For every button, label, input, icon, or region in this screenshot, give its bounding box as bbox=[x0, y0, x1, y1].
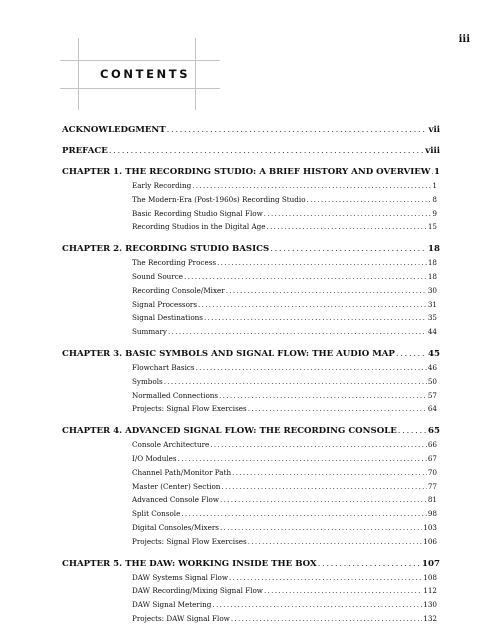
section-page: 1 bbox=[432, 181, 437, 190]
dot-leader bbox=[178, 452, 427, 466]
toc-section[interactable] bbox=[62, 466, 440, 480]
toc-section[interactable] bbox=[62, 284, 440, 298]
heading-rule-bottom bbox=[60, 88, 220, 89]
toc-section[interactable] bbox=[62, 584, 440, 598]
toc-chapter-2[interactable] bbox=[62, 242, 440, 256]
dot-leader bbox=[229, 571, 422, 585]
section-page: 15 bbox=[427, 222, 437, 232]
toc-section[interactable] bbox=[62, 507, 440, 521]
chapter-group-2 bbox=[62, 242, 440, 339]
dot-leader bbox=[270, 242, 427, 256]
dot-leader bbox=[264, 207, 432, 221]
toc-section[interactable] bbox=[62, 207, 440, 221]
toc-section[interactable] bbox=[62, 256, 440, 270]
dot-leader bbox=[231, 612, 422, 626]
chapter-group-3 bbox=[62, 347, 440, 416]
chapter-page: 107 bbox=[422, 558, 440, 569]
toc-section[interactable] bbox=[62, 452, 440, 466]
section-page: 112 bbox=[423, 586, 437, 596]
section-title: Projects: Signal Flow Exercises bbox=[132, 404, 247, 414]
toc-section[interactable] bbox=[62, 389, 440, 403]
section-title: Flowchart Basics bbox=[132, 362, 195, 372]
chapter-title: CHAPTER 2. RECORDING STUDIO BASICS bbox=[62, 244, 270, 255]
section-title: Normalled Connections bbox=[132, 390, 219, 400]
entry-title: PREFACE bbox=[62, 146, 108, 156]
section-page: 132 bbox=[423, 613, 437, 623]
section-page: 81 bbox=[427, 495, 437, 505]
contents-heading: CONTENTS bbox=[100, 67, 191, 81]
dot-leader bbox=[198, 298, 427, 312]
dot-leader bbox=[220, 493, 427, 507]
dot-leader bbox=[264, 584, 422, 598]
entry-page: viii bbox=[425, 146, 440, 156]
toc-section[interactable] bbox=[62, 480, 440, 494]
dot-leader bbox=[212, 598, 422, 612]
section-page: 44 bbox=[427, 327, 437, 337]
section-page: 18 bbox=[427, 271, 437, 281]
section-page: 67 bbox=[427, 453, 437, 463]
toc-chapter-5[interactable] bbox=[62, 557, 440, 571]
toc-section[interactable] bbox=[62, 438, 440, 452]
dot-leader bbox=[167, 123, 428, 137]
toc-section[interactable] bbox=[62, 521, 440, 535]
toc-chapter-1[interactable] bbox=[62, 165, 440, 179]
section-page: 8 bbox=[432, 194, 437, 204]
dot-leader bbox=[307, 193, 432, 207]
dot-leader bbox=[168, 325, 427, 339]
toc-section[interactable] bbox=[62, 612, 440, 626]
dot-leader bbox=[109, 144, 424, 158]
dot-leader bbox=[248, 402, 427, 416]
toc-section[interactable] bbox=[62, 193, 440, 207]
toc-section[interactable] bbox=[62, 298, 440, 312]
section-page: 70 bbox=[427, 467, 437, 477]
chapter-title: CHAPTER 3. BASIC SYMBOLS AND SIGNAL FLOW: THE AUDIO MAP bbox=[62, 348, 395, 359]
section-title: Channel Path/Monitor Path bbox=[132, 467, 232, 477]
section-title: Recording Console/Mixer bbox=[132, 285, 225, 295]
toc-section[interactable] bbox=[62, 179, 440, 193]
entry-page: vii bbox=[428, 125, 440, 135]
toc-section[interactable] bbox=[62, 311, 440, 325]
chapter-title: CHAPTER 5. THE DAW: WORKING INSIDE THE BOX bbox=[62, 558, 317, 569]
dot-leader bbox=[431, 165, 433, 179]
section-title: Split Console bbox=[132, 509, 181, 519]
chapter-page: 65 bbox=[428, 426, 440, 437]
dot-leader bbox=[196, 361, 427, 375]
section-title: Console Architecture bbox=[132, 440, 210, 450]
chapter-page: 1 bbox=[434, 167, 440, 177]
section-page: 9 bbox=[432, 208, 437, 218]
section-page: 108 bbox=[423, 572, 437, 582]
chapter-page: 45 bbox=[428, 348, 440, 359]
section-page: 98 bbox=[427, 509, 437, 519]
section-title: Signal Processors bbox=[132, 299, 198, 309]
dot-leader bbox=[192, 179, 431, 193]
section-page: 64 bbox=[427, 404, 437, 414]
section-title: Sound Source bbox=[132, 271, 183, 281]
section-title: I/O Modules bbox=[132, 453, 177, 463]
chapter-title: CHAPTER 1. THE RECORDING STUDIO: A BRIEF HISTORY AND OVERVIEW bbox=[62, 167, 431, 177]
dot-leader bbox=[220, 521, 422, 535]
toc-section[interactable] bbox=[62, 325, 440, 339]
toc-section[interactable] bbox=[62, 571, 440, 585]
section-title: Signal Destinations bbox=[132, 313, 203, 323]
dot-leader bbox=[398, 424, 427, 438]
dot-leader bbox=[226, 284, 427, 298]
section-title: DAW Signal Metering bbox=[132, 600, 212, 610]
section-page: 77 bbox=[427, 481, 437, 491]
dot-leader bbox=[210, 438, 427, 452]
toc-entry-preface[interactable] bbox=[62, 144, 440, 165]
dot-leader bbox=[221, 480, 426, 494]
chapter-page: 18 bbox=[428, 244, 440, 255]
heading-rule-left bbox=[78, 38, 79, 110]
section-page: 57 bbox=[427, 390, 437, 400]
toc-chapter-4[interactable] bbox=[62, 424, 440, 438]
section-page: 66 bbox=[427, 440, 437, 450]
heading-rule-right bbox=[195, 38, 196, 110]
section-page: 103 bbox=[423, 522, 437, 532]
section-title: Basic Recording Studio Signal Flow bbox=[132, 208, 263, 218]
toc-section[interactable] bbox=[62, 270, 440, 284]
dot-leader bbox=[184, 270, 427, 284]
dot-leader bbox=[396, 347, 427, 361]
toc-section[interactable] bbox=[62, 493, 440, 507]
chapter-group-1 bbox=[62, 165, 440, 234]
section-page: 46 bbox=[427, 362, 437, 372]
section-title: The Modern-Era (Post-1960s) Recording Studio bbox=[132, 194, 306, 204]
toc-section[interactable] bbox=[62, 220, 440, 234]
section-title: Projects: Signal Flow Exercises bbox=[132, 536, 247, 546]
section-title: Projects: DAW Signal Flow bbox=[132, 613, 230, 623]
section-page: 50 bbox=[427, 376, 437, 386]
section-title: Recording Studios in the Digital Age bbox=[132, 222, 266, 232]
dot-leader bbox=[267, 220, 427, 234]
section-page: 130 bbox=[423, 600, 437, 610]
page-number: iii bbox=[458, 34, 470, 45]
section-title: Digital Consoles/Mixers bbox=[132, 522, 219, 532]
chapter-group-5 bbox=[62, 557, 440, 626]
dot-leader bbox=[217, 256, 427, 270]
toc-section[interactable] bbox=[62, 361, 440, 375]
section-page: 30 bbox=[427, 285, 437, 295]
dot-leader bbox=[318, 557, 421, 571]
section-title: Advanced Console Flow bbox=[132, 495, 220, 505]
section-title: Symbols bbox=[132, 376, 163, 386]
chapter-title: CHAPTER 4. ADVANCED SIGNAL FLOW: THE RECORDING CONSOLE bbox=[62, 426, 397, 437]
section-page: 18 bbox=[427, 258, 437, 268]
toc-entry-acknowledgment[interactable] bbox=[62, 123, 440, 144]
toc-section[interactable] bbox=[62, 402, 440, 416]
chapter-group-4 bbox=[62, 424, 440, 548]
dot-leader bbox=[181, 507, 427, 521]
section-title: DAW Recording/Mixing Signal Flow bbox=[132, 586, 263, 596]
dot-leader bbox=[219, 389, 427, 403]
dot-leader bbox=[164, 375, 427, 389]
entry-title: ACKNOWLEDGMENT bbox=[62, 125, 166, 135]
section-title: Early Recording bbox=[132, 181, 192, 190]
section-title: Summary bbox=[132, 327, 167, 337]
section-title: Master (Center) Section bbox=[132, 481, 221, 491]
toc-section[interactable] bbox=[62, 535, 440, 549]
toc-section[interactable] bbox=[62, 598, 440, 612]
dot-leader bbox=[248, 535, 423, 549]
dot-leader bbox=[204, 311, 427, 325]
section-page: 106 bbox=[423, 536, 437, 546]
heading-rule-top bbox=[60, 60, 220, 61]
section-title: The Recording Process bbox=[132, 258, 217, 268]
section-page: 31 bbox=[427, 299, 437, 309]
section-page: 35 bbox=[427, 313, 437, 323]
toc-section[interactable] bbox=[62, 375, 440, 389]
dot-leader bbox=[232, 466, 427, 480]
table-of-contents bbox=[62, 123, 440, 634]
section-title: DAW Systems Signal Flow bbox=[132, 572, 229, 582]
toc-chapter-3[interactable] bbox=[62, 347, 440, 361]
